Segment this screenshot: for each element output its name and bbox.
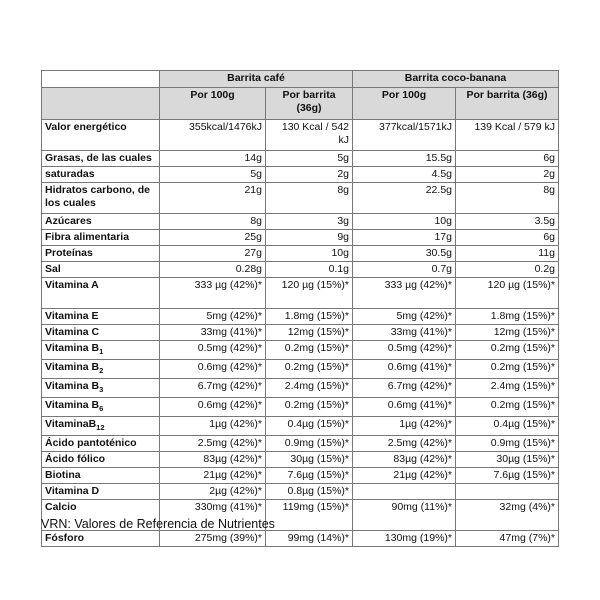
value-cell: 0.7g [353,262,456,278]
value-cell: 1µg (42%)* [353,417,456,436]
table-row [42,531,559,547]
label-column-header [42,88,160,120]
value-cell: 5mg (42%)* [160,309,266,325]
nutrient-label-text: Sal [45,263,61,275]
corner-cell [42,71,160,88]
value-cell: 47mg (7%)* [456,531,559,547]
nutrient-label-subscript: 3 [99,385,104,395]
value-cell: 130mg (19%)* [353,531,456,547]
value-cell: 0.6mg (41%)* [353,360,456,379]
table-row [42,246,559,262]
column-header: Por 100g [353,88,456,120]
value-cell: 5mg (42%)* [353,309,456,325]
value-cell: 15.5g [353,151,456,167]
nutrient-label-text: Vitamina D [45,485,100,498]
value-cell: 8g [160,214,266,230]
nutrient-label-subscript: 6 [99,404,104,414]
nutrient-label-text: Valor energético [45,121,127,133]
table-row [42,484,559,500]
value-cell: 1µg (42%)* [160,417,266,436]
nutrient-label [42,120,160,151]
table-row [42,183,559,214]
value-cell: 25g [160,230,266,246]
table-row [42,341,559,360]
value-cell: 0.9mg (15%)* [456,436,559,452]
value-cell [353,484,456,500]
value-cell [456,484,559,500]
value-cell: 2g [266,167,353,183]
value-cell: 7.6µg (15%)* [456,468,559,484]
nutrition-table-container [41,70,559,547]
value-cell: 355kcal/1476kJ [160,120,266,151]
value-cell: 5g [160,167,266,183]
value-cell: 3g [266,214,353,230]
nutrient-label [42,325,160,341]
nutrient-label-text: Proteínas [45,247,93,259]
nutrient-label-text: Hidratos carbono, de los cuales [45,184,151,209]
value-cell: 33mg (41%)* [160,325,266,341]
value-cell: 2g [456,167,559,183]
value-cell: 17g [353,230,456,246]
nutrient-label-text: Azúcares [45,215,92,227]
table-row [42,360,559,379]
value-cell: 0.2g [456,262,559,278]
value-cell: 10g [266,246,353,262]
value-cell: 0.2mg (15%)* [266,360,353,379]
value-cell: 21µg (42%)* [353,468,456,484]
table-row [42,452,559,468]
value-cell: 21µg (42%)* [160,468,266,484]
value-cell: 33mg (41%)* [353,325,456,341]
table-row [42,151,559,167]
nutrient-label-text: Calcio [45,501,77,514]
table-row [42,398,559,417]
value-cell: 10g [353,214,456,230]
nutrient-label [42,183,160,214]
nutrient-label [42,484,160,500]
nutrient-label [42,151,160,167]
value-cell: 0.2mg (15%)* [456,341,559,360]
value-cell: 0.9mg (15%)* [266,436,353,452]
value-cell: 11g [456,246,559,262]
nutrient-label-text: Grasas, de las cuales [45,152,152,164]
value-cell: 2.5mg (42%)* [353,436,456,452]
nutrient-label-text: saturadas [45,168,95,180]
value-cell: 6g [456,151,559,167]
value-cell: 0.2mg (15%)* [266,398,353,417]
nutrient-label [42,246,160,262]
value-cell: 1.8mg (15%)* [456,309,559,325]
value-cell: 32mg (4%)* [456,500,559,531]
table-row [42,309,559,325]
table-row [42,278,559,309]
nutrient-label [42,167,160,183]
value-cell: 6.7mg (42%)* [160,379,266,398]
table-row [42,379,559,398]
value-cell: 5g [266,151,353,167]
nutrient-label-text: VitaminaB [45,418,97,431]
nutrient-label [42,452,160,468]
value-cell: 6g [456,230,559,246]
value-cell: 0.2mg (15%)* [266,341,353,360]
nutrient-label-text: Vitamina E [45,310,99,322]
value-cell: 30µg (15%)* [266,452,353,468]
value-cell: 8g [456,183,559,214]
value-cell: 0.6mg (42%)* [160,360,266,379]
value-cell: 0.5mg (42%)* [353,341,456,360]
value-cell: 30.5g [353,246,456,262]
table-row [42,417,559,436]
nutrient-label-text: Biotina [45,469,81,482]
nutrient-label-text: Vitamina B [45,342,100,354]
nutrient-label [42,468,160,484]
table-row [42,214,559,230]
column-header: Por barrita (36g) [266,88,353,120]
value-cell: 83µg (42%)* [353,452,456,468]
value-cell: 3.5g [456,214,559,230]
value-cell: 2µg (42%)* [160,484,266,500]
value-cell: 9g [266,230,353,246]
footnote: VRN: Valores de Referencia de Nutrientes [41,517,275,531]
nutrient-label-text: Ácido fólico [45,453,106,466]
group-header-coco-banana: Barrita coco-banana [353,71,559,88]
value-cell: 333 µg (42%)* [353,278,456,309]
value-cell: 0.5mg (42%)* [160,341,266,360]
value-cell: 83µg (42%)* [160,452,266,468]
nutrient-label-subscript: 12 [96,423,105,433]
nutrient-label [42,379,160,398]
value-cell: 120 µg (15%)* [266,278,353,309]
nutrient-label-subscript: 1 [99,347,104,357]
group-header-cafe: Barrita café [160,71,353,88]
nutrient-label-text: Fibra alimentaria [45,231,130,243]
table-row [42,230,559,246]
value-cell: 7.6µg (15%)* [266,468,353,484]
value-cell: 4.5g [353,167,456,183]
value-cell: 14g [160,151,266,167]
value-cell: 2.4mg (15%)* [266,379,353,398]
value-cell: 21g [160,183,266,214]
column-header: Por barrita (36g) [456,88,559,120]
value-cell: 0.4µg (15%)* [456,417,559,436]
value-cell: 8g [266,183,353,214]
nutrient-label-text: Ácido pantoténico [45,437,137,450]
value-cell: 30µg (15%)* [456,452,559,468]
table-row [42,120,559,151]
nutrient-label-text: Vitamina B [45,380,100,393]
value-cell: 22.5g [353,183,456,214]
table-row [42,436,559,452]
nutrient-label [42,436,160,452]
value-cell: 139 Kcal / 579 kJ [456,120,559,151]
nutrient-label [42,360,160,379]
table-row [42,167,559,183]
nutrient-label-text: Vitamina C [45,326,100,338]
value-cell: 275mg (39%)* [160,531,266,547]
value-cell: 1.8mg (15%)* [266,309,353,325]
table-row [42,468,559,484]
value-cell: 90mg (11%)* [353,500,456,531]
table-row [42,262,559,278]
value-cell: 12mg (15%)* [456,325,559,341]
nutrient-label-text: Vitamina B [45,399,100,412]
value-cell: 330mg (41%)* [160,500,266,531]
nutrient-label [42,309,160,325]
value-cell: 6.7mg (42%)* [353,379,456,398]
value-cell: 0.2mg (15%)* [456,398,559,417]
nutrient-label [42,531,160,547]
value-cell: 0.6mg (41%)* [353,398,456,417]
value-cell: 120 µg (15%)* [456,278,559,309]
nutrient-label [42,417,160,436]
table-row [42,325,559,341]
nutrient-label [42,214,160,230]
nutrient-label [42,278,160,309]
value-cell: 12mg (15%)* [266,325,353,341]
nutrient-label [42,230,160,246]
value-cell: 99mg (14%)* [266,531,353,547]
value-cell: 2.5mg (42%)* [160,436,266,452]
value-cell: 130 Kcal / 542 kJ [266,120,353,151]
nutrient-label-text: Fósforo [45,532,85,545]
value-cell: 27g [160,246,266,262]
value-cell: 0.6mg (42%)* [160,398,266,417]
nutrient-label-text: Vitamina B [45,361,100,374]
nutrition-table [41,70,559,547]
nutrient-label-subscript: 2 [99,366,104,376]
value-cell: 377kcal/1571kJ [353,120,456,151]
value-cell: 0.4µg (15%)* [266,417,353,436]
value-cell: 0.28g [160,262,266,278]
value-cell: 0.2mg (15%)* [456,360,559,379]
value-cell: 0.8µg (15%)* [266,484,353,500]
value-cell: 0.1g [266,262,353,278]
nutrient-label [42,398,160,417]
nutrient-label-text: Vitamina A [45,279,99,291]
value-cell: 119mg (15%)* [266,500,353,531]
column-header: Por 100g [160,88,266,120]
nutrient-label [42,262,160,278]
nutrition-table-body [42,120,559,547]
value-cell: 2.4mg (15%)* [456,379,559,398]
nutrient-label [42,341,160,360]
value-cell: 333 µg (42%)* [160,278,266,309]
